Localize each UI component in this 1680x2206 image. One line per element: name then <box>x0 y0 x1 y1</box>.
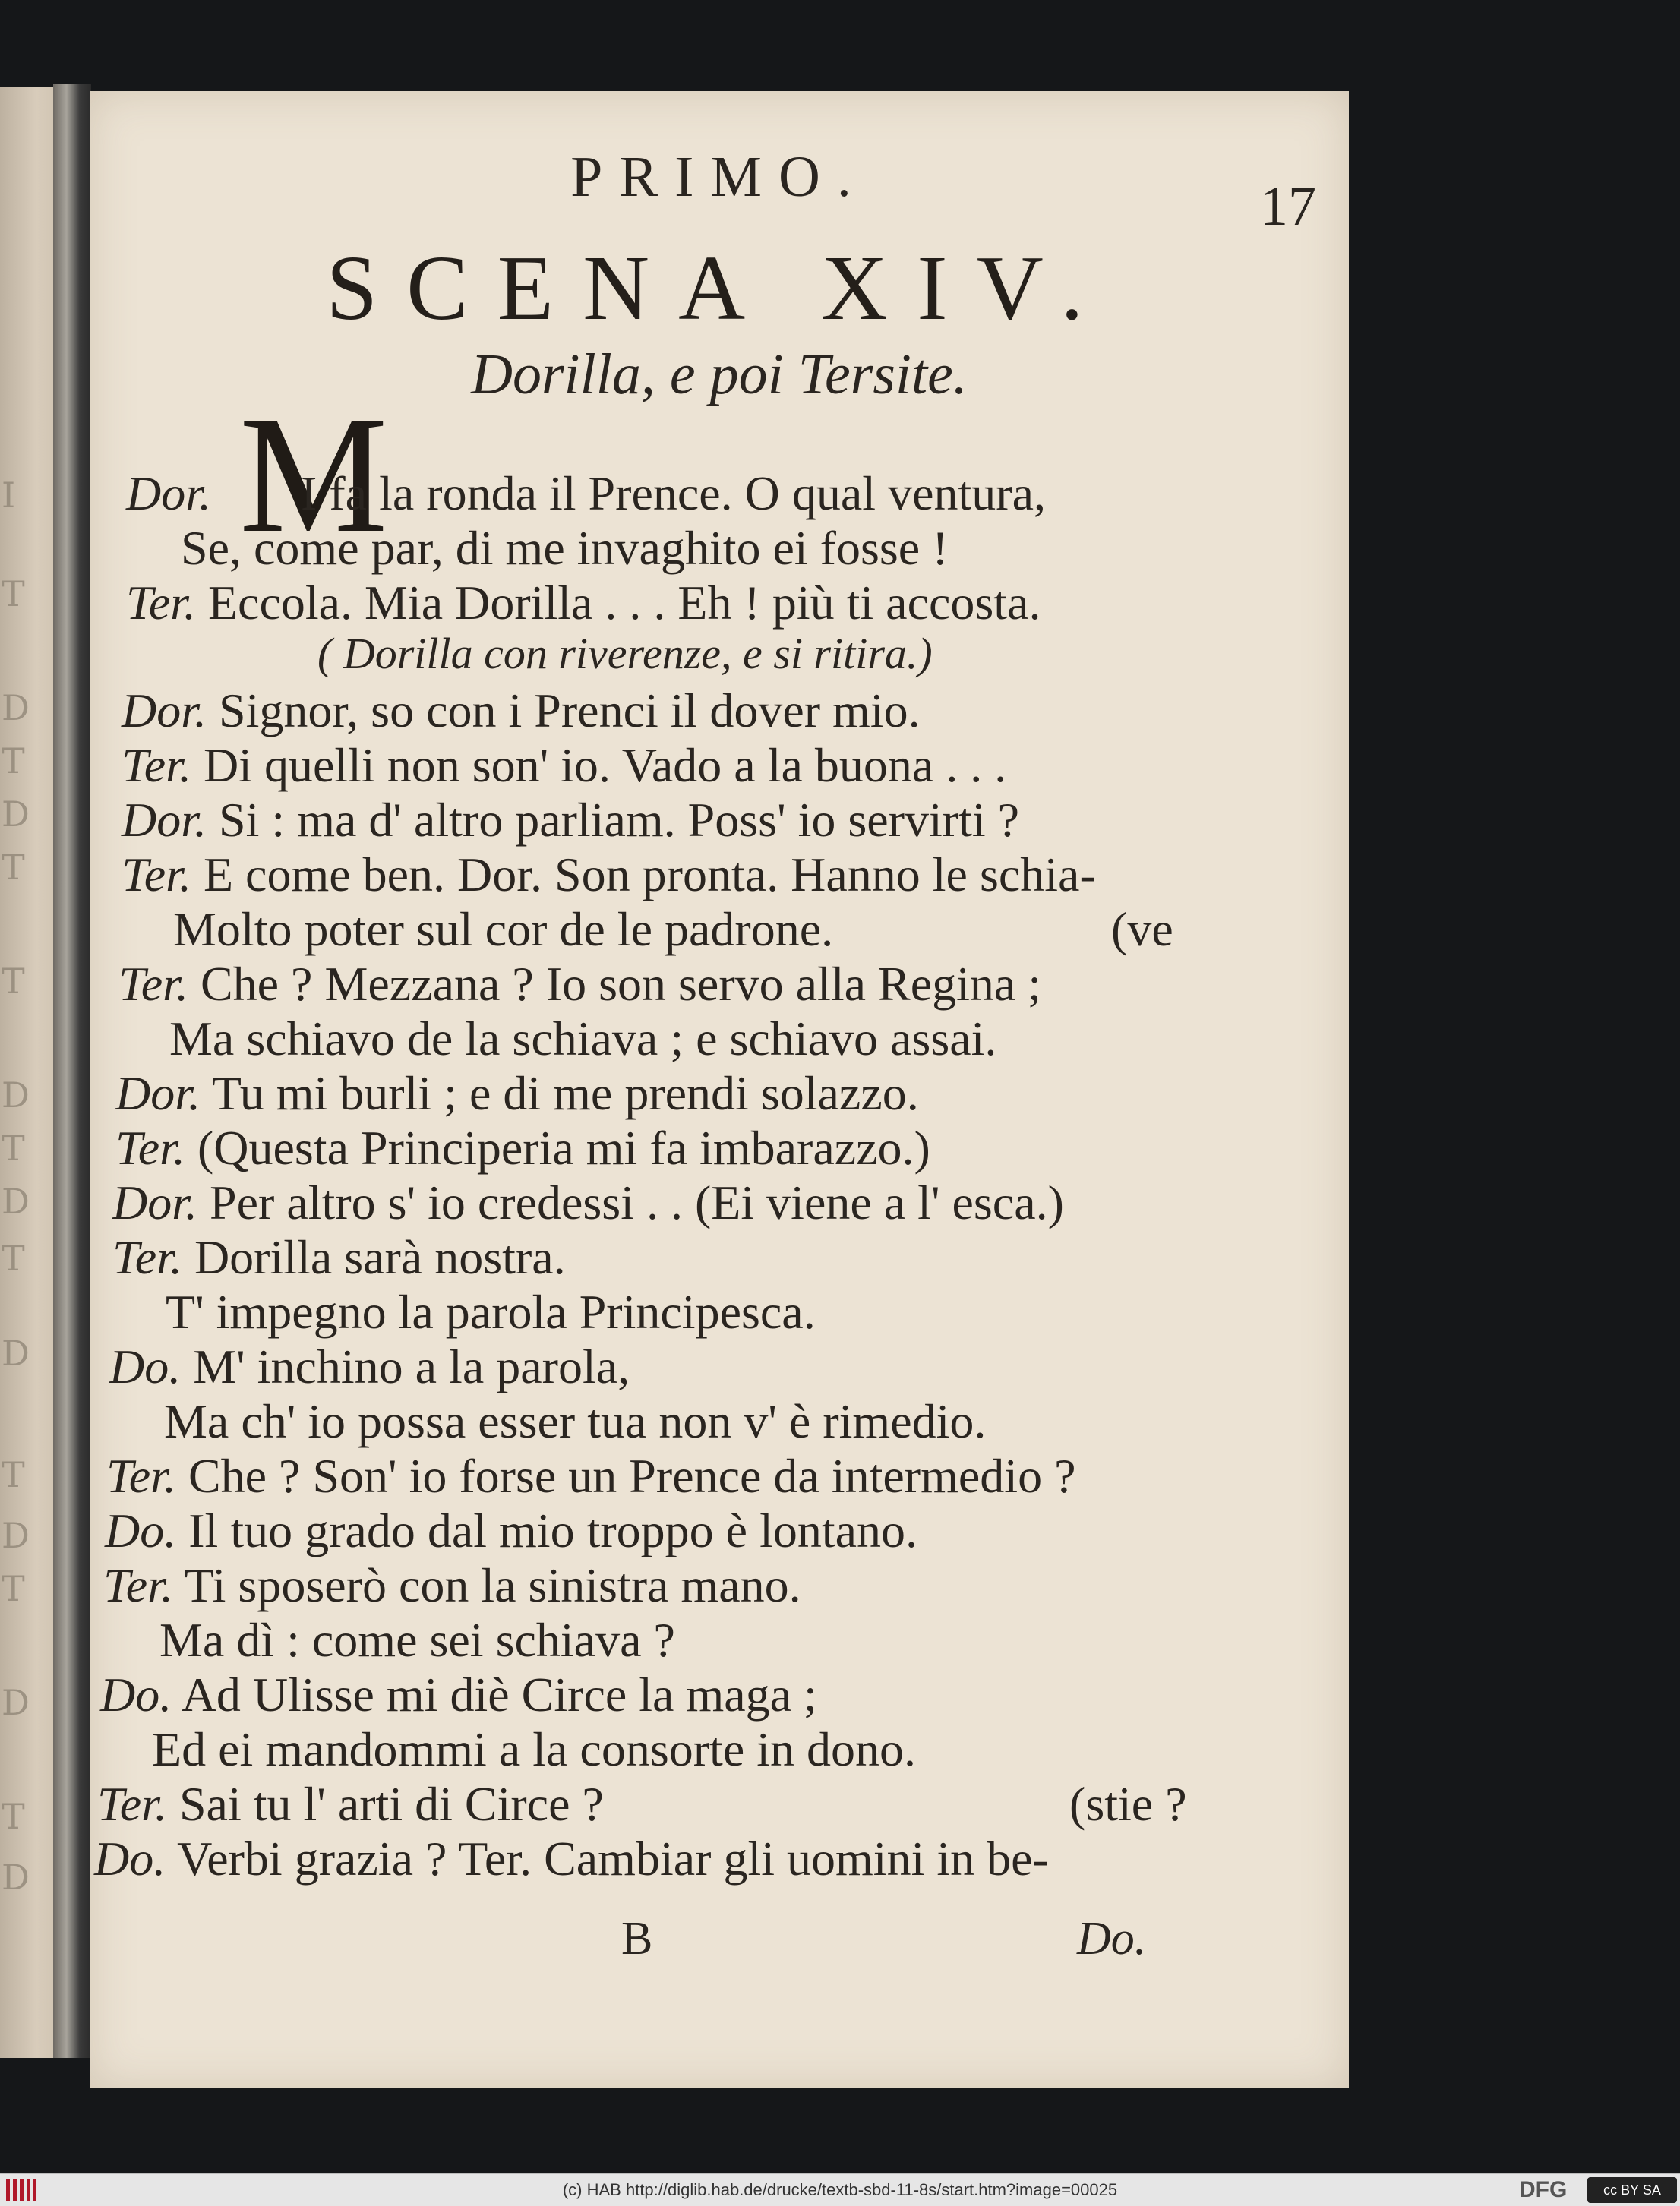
verse-line <box>112 1230 566 1284</box>
speaker-label: Ter. <box>97 1777 167 1831</box>
speaker-label: Ter. <box>115 1121 185 1175</box>
verse-line <box>112 1176 1064 1229</box>
line-text: Ma ch' io possa esser tua non v' è rimedio. <box>164 1394 987 1448</box>
scene-characters: Dorilla, e poi Tersite. <box>471 342 968 406</box>
cc-license-icon: cc BY SA <box>1587 2177 1677 2203</box>
verse-line <box>118 957 1042 1011</box>
speaker-label: Do. <box>109 1340 182 1393</box>
ghost-letter: D <box>2 794 30 835</box>
ghost-letter: T <box>2 1238 25 1279</box>
verse-line <box>122 847 1096 901</box>
ghost-letter: D <box>2 1682 30 1723</box>
page-number: 17 <box>1260 175 1316 238</box>
speaker-label: Ter. <box>118 957 188 1011</box>
ghost-letter: T <box>2 1128 25 1169</box>
signature-mark: B <box>621 1913 653 1965</box>
ghost-letter: D <box>2 687 30 728</box>
verse-line <box>100 1668 817 1722</box>
running-head: PRIMO. <box>570 145 868 209</box>
ghost-letter: T <box>2 1454 25 1495</box>
verse-line <box>166 1285 816 1339</box>
verse-line <box>126 576 1041 630</box>
speaker-label: Do. <box>100 1668 172 1722</box>
verse-line <box>97 1777 604 1831</box>
ghost-letter: D <box>2 1515 30 1556</box>
speaker-label: Dor. <box>122 793 207 847</box>
verse-line <box>106 1449 1076 1503</box>
speaker-label: Ter. <box>112 1230 182 1284</box>
line-text: Il tuo grado dal mio troppo è lontano. <box>188 1504 918 1557</box>
line-text: Si : ma d' altro parliam. Poss' io servirti ? <box>219 793 1020 847</box>
speaker-label: Dor. <box>122 683 207 737</box>
stage-direction <box>317 629 933 678</box>
ghost-letter: D <box>2 1857 30 1898</box>
speaker-label: Dor. <box>112 1176 198 1229</box>
speaker-label: Do. <box>105 1504 177 1557</box>
verse-line <box>126 466 1046 520</box>
verse-line <box>94 1832 1049 1886</box>
line-text: Ed ei mandommi a la consorte in dono. <box>152 1722 916 1776</box>
line-text: Per altro s' io credessi . . (Ei viene a l' esca.) <box>210 1176 1064 1229</box>
viewer-footer <box>0 2173 1680 2206</box>
line-text: E come ben. Dor. Son pronta. Hanno le schia- <box>203 847 1096 901</box>
line-text: Ma schiavo de la schiava ; e schiavo assai. <box>169 1011 997 1065</box>
line-text: Ad Ulisse mi diè Circe la maga ; <box>181 1668 817 1722</box>
verse-line <box>169 1011 997 1065</box>
book-page <box>90 91 1349 2088</box>
verse-line <box>181 521 949 575</box>
line-text: T' impegno la parola Principesca. <box>166 1285 816 1339</box>
line-text: Eccola. Mia Dorilla . . . Eh ! più ti accosta. <box>207 576 1041 630</box>
line-text: M' inchino a la parola, <box>193 1340 630 1393</box>
ghost-letter: T <box>2 573 25 614</box>
verse-line <box>109 1340 630 1393</box>
speaker-label: Ter. <box>122 847 191 901</box>
copyright-link[interactable]: (c) HAB http://diglib.hab.de/drucke/textb-sbd-11-8s/start.htm?image=00025 <box>562 2180 1118 2199</box>
line-text: (Questa Principeria mi fa imbarazzo.) <box>197 1121 930 1175</box>
speaker-label: Ter. <box>122 738 191 792</box>
ghost-letter: D <box>2 1181 30 1222</box>
verse-line <box>173 902 834 956</box>
line-text: Molto poter sul cor de le padrone. <box>173 902 834 956</box>
line-text: ( Dorilla con riverenze, e si ritira.) <box>317 629 933 678</box>
line-text: Che ? Son' io forse un Prence da intermedio ? <box>188 1449 1076 1503</box>
verse-line <box>122 793 1020 847</box>
book-gutter <box>53 84 91 2058</box>
dfg-logo: DFG <box>1519 2177 1568 2202</box>
ghost-letter: T <box>2 961 25 1002</box>
speaker-label: Ter. <box>103 1558 173 1612</box>
speaker-label: Ter. <box>106 1449 176 1503</box>
ghost-letter: T <box>2 1796 25 1837</box>
speaker-label: Do. <box>94 1832 166 1886</box>
ghost-letter: I <box>2 475 16 516</box>
catchword: Do. <box>1077 1913 1147 1965</box>
verse-line <box>115 1066 919 1120</box>
line-text: Ti sposerò con la sinistra mano. <box>184 1558 801 1612</box>
line-text: Verbi grazia ? Ter. Cambiar gli uomini in be- <box>177 1832 1049 1886</box>
speaker-label: Ter. <box>126 576 196 630</box>
line-text: Ma dì : come sei schiava ? <box>159 1613 675 1667</box>
verse-line <box>122 683 921 737</box>
turnover: (stie ? <box>1069 1777 1187 1831</box>
ghost-letter: D <box>2 1333 30 1374</box>
line-text: Che ? Mezzana ? Io son servo alla Regina ; <box>200 957 1042 1011</box>
ghost-letter: T <box>2 1568 25 1609</box>
line-text: Sai tu l' arti di Circe ? <box>178 1777 604 1831</box>
verse-line <box>115 1121 930 1175</box>
speaker-label: Dor. <box>115 1066 201 1120</box>
turnover: (ve <box>1111 902 1173 956</box>
verse-line <box>152 1722 916 1776</box>
line-text: Signor, so con i Prenci il dover mio. <box>219 683 921 737</box>
verse-line <box>105 1504 918 1557</box>
ghost-letter: D <box>2 1075 30 1116</box>
verse-line <box>159 1613 675 1667</box>
line-text: Tu mi burli ; e di me prendi solazzo. <box>211 1066 919 1120</box>
verse-line <box>103 1558 801 1612</box>
facing-page-edge <box>0 87 61 2058</box>
scene-title: SCENA XIV. <box>326 237 1113 339</box>
speaker-label: Dor. <box>126 466 212 520</box>
drop-cap: M <box>239 382 388 567</box>
line-text: Dorilla sarà nostra. <box>194 1230 566 1284</box>
line-text: Di quelli non son' io. Vado a la buona . . . <box>203 738 1007 792</box>
ghost-letter: T <box>2 740 25 781</box>
line-text: Se, come par, di me invaghito ei fosse ! <box>181 521 949 575</box>
line-text: I fa la ronda il Prence. O qual ventura, <box>301 466 1046 520</box>
verse-line <box>164 1394 987 1448</box>
ghost-letter: T <box>2 847 25 888</box>
verse-line <box>122 738 1007 792</box>
